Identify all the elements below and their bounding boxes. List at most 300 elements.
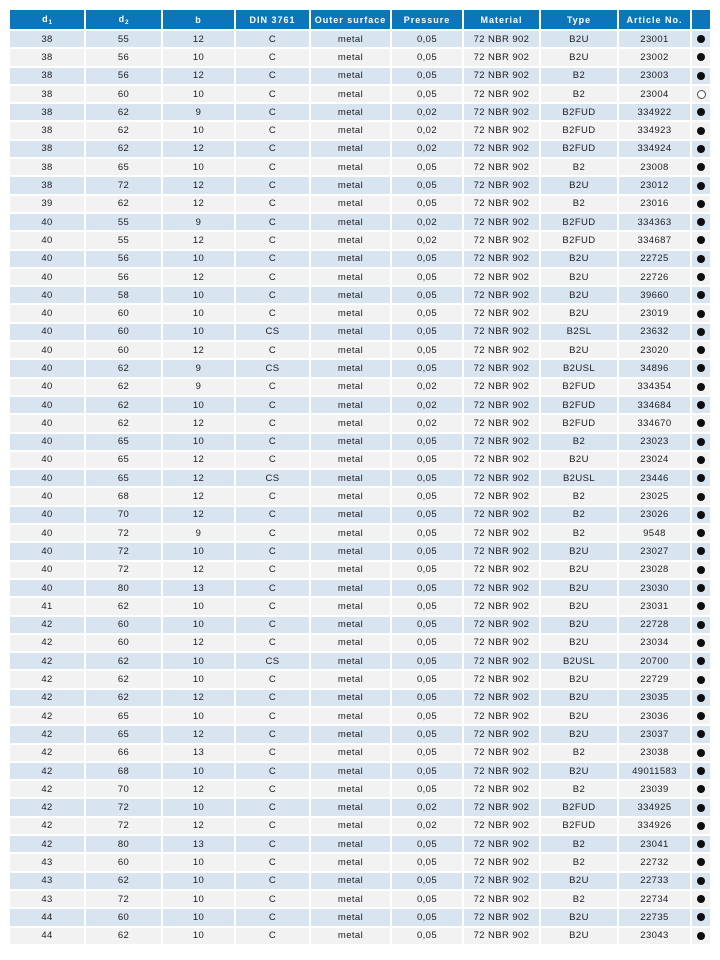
cell-material: 72 NBR 902 xyxy=(463,158,540,176)
cell-din: C xyxy=(235,908,310,926)
cell-b: 10 xyxy=(162,707,235,725)
cell-b: 12 xyxy=(162,451,235,469)
cell-b: 10 xyxy=(162,250,235,268)
cell-b: 12 xyxy=(162,67,235,85)
cell-material: 72 NBR 902 xyxy=(463,341,540,359)
cell-din: C xyxy=(235,707,310,725)
cell-outer-surface: metal xyxy=(310,634,391,652)
cell-din: C xyxy=(235,670,310,688)
cell-pressure: 0,02 xyxy=(391,213,463,231)
cell-d2: 62 xyxy=(85,103,162,121)
cell-availability xyxy=(691,378,710,396)
table-row xyxy=(10,67,710,85)
cell-din: C xyxy=(235,927,310,945)
cell-type: B2U xyxy=(540,30,618,48)
cell-pressure: 0,05 xyxy=(391,195,463,213)
table-row xyxy=(10,561,710,579)
cell-d2: 58 xyxy=(85,286,162,304)
cell-availability xyxy=(691,85,710,103)
table-row xyxy=(10,140,710,158)
cell-type: B2SL xyxy=(540,323,618,341)
cell-d1: 40 xyxy=(10,231,85,249)
table-row xyxy=(10,158,710,176)
cell-d1: 42 xyxy=(10,780,85,798)
cell-material: 72 NBR 902 xyxy=(463,670,540,688)
cell-type: B2U xyxy=(540,176,618,194)
cell-b: 12 xyxy=(162,195,235,213)
cell-type: B2FUD xyxy=(540,103,618,121)
table-row xyxy=(10,30,710,48)
cell-material: 72 NBR 902 xyxy=(463,195,540,213)
cell-availability xyxy=(691,359,710,377)
cell-type: B2 xyxy=(540,780,618,798)
cell-b: 12 xyxy=(162,780,235,798)
availability-filled-dot-icon xyxy=(697,127,705,135)
cell-type: B2U xyxy=(540,927,618,945)
cell-d2: 60 xyxy=(85,304,162,322)
table-row xyxy=(10,487,710,505)
cell-pressure: 0,05 xyxy=(391,469,463,487)
cell-pressure: 0,05 xyxy=(391,762,463,780)
cell-pressure: 0,02 xyxy=(391,378,463,396)
cell-b: 10 xyxy=(162,286,235,304)
cell-outer-surface: metal xyxy=(310,506,391,524)
cell-d1: 42 xyxy=(10,670,85,688)
cell-b: 12 xyxy=(162,30,235,48)
cell-outer-surface: metal xyxy=(310,268,391,286)
cell-article-no: 23028 xyxy=(618,561,691,579)
cell-d2: 60 xyxy=(85,85,162,103)
cell-outer-surface: metal xyxy=(310,195,391,213)
cell-article-no: 34896 xyxy=(618,359,691,377)
cell-d1: 40 xyxy=(10,304,85,322)
cell-d1: 42 xyxy=(10,835,85,853)
cell-d2: 56 xyxy=(85,48,162,66)
table-row xyxy=(10,835,710,853)
availability-filled-dot-icon xyxy=(697,547,705,555)
cell-b: 12 xyxy=(162,268,235,286)
cell-b: 9 xyxy=(162,213,235,231)
cell-b: 10 xyxy=(162,158,235,176)
cell-article-no: 22725 xyxy=(618,250,691,268)
cell-type: B2 xyxy=(540,890,618,908)
cell-b: 12 xyxy=(162,469,235,487)
cell-d1: 40 xyxy=(10,396,85,414)
cell-type: B2 xyxy=(540,524,618,542)
availability-filled-dot-icon xyxy=(697,53,705,61)
cell-availability xyxy=(691,853,710,871)
cell-availability xyxy=(691,140,710,158)
table-header xyxy=(10,10,710,30)
cell-outer-surface: metal xyxy=(310,341,391,359)
cell-b: 13 xyxy=(162,744,235,762)
cell-d2: 72 xyxy=(85,890,162,908)
cell-outer-surface: metal xyxy=(310,30,391,48)
cell-d1: 38 xyxy=(10,48,85,66)
cell-d1: 38 xyxy=(10,103,85,121)
cell-type: B2U xyxy=(540,542,618,560)
table-row xyxy=(10,451,710,469)
cell-type: B2 xyxy=(540,487,618,505)
cell-d1: 40 xyxy=(10,250,85,268)
cell-din: C xyxy=(235,542,310,560)
table-row xyxy=(10,213,710,231)
availability-filled-dot-icon xyxy=(697,310,705,318)
cell-d2: 62 xyxy=(85,597,162,615)
cell-availability xyxy=(691,341,710,359)
cell-material: 72 NBR 902 xyxy=(463,30,540,48)
cell-type: B2U xyxy=(540,670,618,688)
availability-filled-dot-icon xyxy=(697,474,705,482)
table-row xyxy=(10,231,710,249)
availability-filled-dot-icon xyxy=(697,932,705,940)
cell-type: B2FUD xyxy=(540,121,618,139)
cell-outer-surface: metal xyxy=(310,652,391,670)
cell-type: B2 xyxy=(540,835,618,853)
table-row xyxy=(10,725,710,743)
cell-pressure: 0,05 xyxy=(391,927,463,945)
cell-din: CS xyxy=(235,359,310,377)
availability-hollow-dot-icon xyxy=(697,90,706,99)
availability-filled-dot-icon xyxy=(697,72,705,80)
table-row xyxy=(10,103,710,121)
availability-filled-dot-icon xyxy=(697,328,705,336)
cell-d2: 72 xyxy=(85,561,162,579)
cell-article-no: 23019 xyxy=(618,304,691,322)
cell-material: 72 NBR 902 xyxy=(463,853,540,871)
cell-material: 72 NBR 902 xyxy=(463,817,540,835)
availability-filled-dot-icon xyxy=(697,694,705,702)
cell-din: C xyxy=(235,378,310,396)
cell-d2: 60 xyxy=(85,341,162,359)
cell-d2: 55 xyxy=(85,213,162,231)
cell-pressure: 0,05 xyxy=(391,780,463,798)
availability-filled-dot-icon xyxy=(697,749,705,757)
cell-din: C xyxy=(235,798,310,816)
cell-outer-surface: metal xyxy=(310,597,391,615)
cell-type: B2 xyxy=(540,85,618,103)
cell-d2: 62 xyxy=(85,670,162,688)
cell-article-no: 23446 xyxy=(618,469,691,487)
cell-article-no: 23036 xyxy=(618,707,691,725)
cell-availability xyxy=(691,762,710,780)
cell-din: C xyxy=(235,689,310,707)
cell-d1: 42 xyxy=(10,689,85,707)
cell-d1: 40 xyxy=(10,213,85,231)
cell-d2: 62 xyxy=(85,359,162,377)
table-row xyxy=(10,469,710,487)
cell-d1: 38 xyxy=(10,158,85,176)
availability-filled-dot-icon xyxy=(697,913,705,921)
cell-din: C xyxy=(235,158,310,176)
cell-article-no: 334687 xyxy=(618,231,691,249)
cell-b: 10 xyxy=(162,853,235,871)
cell-d2: 65 xyxy=(85,433,162,451)
cell-b: 10 xyxy=(162,304,235,322)
cell-article-no: 334925 xyxy=(618,798,691,816)
cell-d1: 42 xyxy=(10,652,85,670)
table-row xyxy=(10,414,710,432)
table-row xyxy=(10,817,710,835)
cell-pressure: 0,05 xyxy=(391,908,463,926)
cell-availability xyxy=(691,689,710,707)
cell-d1: 42 xyxy=(10,634,85,652)
cell-article-no: 23016 xyxy=(618,195,691,213)
cell-material: 72 NBR 902 xyxy=(463,542,540,560)
cell-b: 10 xyxy=(162,121,235,139)
cell-material: 72 NBR 902 xyxy=(463,634,540,652)
cell-din: C xyxy=(235,30,310,48)
availability-filled-dot-icon xyxy=(697,163,705,171)
cell-material: 72 NBR 902 xyxy=(463,616,540,634)
cell-type: B2 xyxy=(540,744,618,762)
cell-availability xyxy=(691,30,710,48)
cell-availability xyxy=(691,323,710,341)
cell-type: B2U xyxy=(540,616,618,634)
cell-d1: 40 xyxy=(10,433,85,451)
table-row xyxy=(10,670,710,688)
cell-type: B2FUD xyxy=(540,231,618,249)
cell-material: 72 NBR 902 xyxy=(463,908,540,926)
cell-b: 12 xyxy=(162,506,235,524)
cell-d1: 40 xyxy=(10,451,85,469)
availability-filled-dot-icon xyxy=(697,621,705,629)
cell-outer-surface: metal xyxy=(310,762,391,780)
availability-filled-dot-icon xyxy=(697,364,705,372)
cell-article-no: 23026 xyxy=(618,506,691,524)
table-row xyxy=(10,524,710,542)
cell-d1: 38 xyxy=(10,85,85,103)
cell-b: 10 xyxy=(162,597,235,615)
cell-pressure: 0,05 xyxy=(391,67,463,85)
table-row xyxy=(10,890,710,908)
cell-material: 72 NBR 902 xyxy=(463,927,540,945)
cell-b: 10 xyxy=(162,927,235,945)
cell-b: 13 xyxy=(162,579,235,597)
availability-filled-dot-icon xyxy=(697,639,705,647)
cell-availability xyxy=(691,725,710,743)
cell-d1: 42 xyxy=(10,817,85,835)
table-row xyxy=(10,268,710,286)
cell-outer-surface: metal xyxy=(310,396,391,414)
cell-b: 9 xyxy=(162,378,235,396)
cell-article-no: 23002 xyxy=(618,48,691,66)
cell-article-no: 23027 xyxy=(618,542,691,560)
cell-pressure: 0,05 xyxy=(391,597,463,615)
cell-d1: 40 xyxy=(10,286,85,304)
cell-material: 72 NBR 902 xyxy=(463,487,540,505)
cell-outer-surface: metal xyxy=(310,469,391,487)
cell-d2: 65 xyxy=(85,158,162,176)
cell-pressure: 0,05 xyxy=(391,725,463,743)
cell-din: C xyxy=(235,85,310,103)
cell-pressure: 0,02 xyxy=(391,798,463,816)
cell-d2: 70 xyxy=(85,506,162,524)
cell-din: C xyxy=(235,725,310,743)
cell-material: 72 NBR 902 xyxy=(463,396,540,414)
cell-d2: 65 xyxy=(85,707,162,725)
cell-article-no: 23030 xyxy=(618,579,691,597)
cell-availability xyxy=(691,451,710,469)
cell-b: 12 xyxy=(162,725,235,743)
cell-type: B2U xyxy=(540,707,618,725)
cell-availability xyxy=(691,817,710,835)
cell-type: B2USL xyxy=(540,469,618,487)
cell-type: B2 xyxy=(540,67,618,85)
cell-outer-surface: metal xyxy=(310,890,391,908)
cell-outer-surface: metal xyxy=(310,451,391,469)
cell-d2: 68 xyxy=(85,762,162,780)
cell-din: CS xyxy=(235,469,310,487)
availability-filled-dot-icon xyxy=(697,35,705,43)
cell-availability xyxy=(691,103,710,121)
cell-material: 72 NBR 902 xyxy=(463,176,540,194)
cell-material: 72 NBR 902 xyxy=(463,103,540,121)
cell-availability xyxy=(691,616,710,634)
cell-type: B2FUD xyxy=(540,140,618,158)
cell-pressure: 0,05 xyxy=(391,433,463,451)
cell-d1: 40 xyxy=(10,268,85,286)
cell-pressure: 0,02 xyxy=(391,231,463,249)
cell-b: 12 xyxy=(162,414,235,432)
cell-b: 12 xyxy=(162,341,235,359)
cell-article-no: 334926 xyxy=(618,817,691,835)
table-row xyxy=(10,689,710,707)
cell-din: C xyxy=(235,433,310,451)
cell-b: 10 xyxy=(162,762,235,780)
column-header-d1-subscript: 1 xyxy=(48,19,52,26)
table-row xyxy=(10,927,710,945)
cell-din: C xyxy=(235,268,310,286)
cell-pressure: 0,05 xyxy=(391,85,463,103)
availability-filled-dot-icon xyxy=(697,657,705,665)
cell-article-no: 23034 xyxy=(618,634,691,652)
cell-material: 72 NBR 902 xyxy=(463,744,540,762)
cell-pressure: 0,05 xyxy=(391,853,463,871)
cell-d1: 40 xyxy=(10,561,85,579)
cell-d2: 56 xyxy=(85,67,162,85)
cell-article-no: 23023 xyxy=(618,433,691,451)
cell-material: 72 NBR 902 xyxy=(463,762,540,780)
cell-d2: 62 xyxy=(85,378,162,396)
cell-d1: 40 xyxy=(10,323,85,341)
cell-material: 72 NBR 902 xyxy=(463,780,540,798)
cell-din: C xyxy=(235,872,310,890)
cell-din: CS xyxy=(235,323,310,341)
availability-filled-dot-icon xyxy=(697,200,705,208)
availability-filled-dot-icon xyxy=(697,730,705,738)
table-row xyxy=(10,121,710,139)
cell-b: 12 xyxy=(162,231,235,249)
cell-availability xyxy=(691,835,710,853)
cell-article-no: 23024 xyxy=(618,451,691,469)
availability-filled-dot-icon xyxy=(697,877,705,885)
cell-outer-surface: metal xyxy=(310,378,391,396)
cell-d1: 38 xyxy=(10,140,85,158)
cell-availability xyxy=(691,890,710,908)
cell-din: C xyxy=(235,744,310,762)
column-header-b xyxy=(162,10,235,30)
availability-filled-dot-icon xyxy=(697,273,705,281)
cell-d2: 62 xyxy=(85,652,162,670)
table-row xyxy=(10,433,710,451)
cell-material: 72 NBR 902 xyxy=(463,213,540,231)
cell-outer-surface: metal xyxy=(310,927,391,945)
availability-filled-dot-icon xyxy=(697,182,705,190)
cell-d2: 56 xyxy=(85,250,162,268)
cell-type: B2U xyxy=(540,579,618,597)
cell-material: 72 NBR 902 xyxy=(463,890,540,908)
cell-outer-surface: metal xyxy=(310,103,391,121)
cell-article-no: 334670 xyxy=(618,414,691,432)
cell-din: C xyxy=(235,195,310,213)
cell-material: 72 NBR 902 xyxy=(463,597,540,615)
cell-outer-surface: metal xyxy=(310,670,391,688)
cell-article-no: 22726 xyxy=(618,268,691,286)
cell-b: 10 xyxy=(162,890,235,908)
cell-outer-surface: metal xyxy=(310,616,391,634)
column-header-article-no-label: Article No. xyxy=(626,14,683,25)
cell-material: 72 NBR 902 xyxy=(463,121,540,139)
cell-outer-surface: metal xyxy=(310,561,391,579)
cell-d1: 40 xyxy=(10,341,85,359)
cell-article-no: 23003 xyxy=(618,67,691,85)
cell-d1: 42 xyxy=(10,762,85,780)
table-row xyxy=(10,616,710,634)
cell-type: B2 xyxy=(540,195,618,213)
cell-availability xyxy=(691,780,710,798)
cell-article-no: 23035 xyxy=(618,689,691,707)
cell-type: B2U xyxy=(540,268,618,286)
cell-d2: 66 xyxy=(85,744,162,762)
cell-pressure: 0,05 xyxy=(391,506,463,524)
cell-outer-surface: metal xyxy=(310,835,391,853)
cell-article-no: 22732 xyxy=(618,853,691,871)
cell-pressure: 0,02 xyxy=(391,414,463,432)
column-header-type xyxy=(540,10,618,30)
cell-b: 9 xyxy=(162,103,235,121)
cell-availability xyxy=(691,634,710,652)
cell-din: C xyxy=(235,231,310,249)
availability-filled-dot-icon xyxy=(697,529,705,537)
cell-outer-surface: metal xyxy=(310,798,391,816)
cell-b: 12 xyxy=(162,561,235,579)
cell-availability xyxy=(691,250,710,268)
table-row xyxy=(10,579,710,597)
cell-type: B2U xyxy=(540,725,618,743)
cell-article-no: 23632 xyxy=(618,323,691,341)
cell-availability xyxy=(691,396,710,414)
cell-pressure: 0,05 xyxy=(391,304,463,322)
table-row xyxy=(10,176,710,194)
availability-filled-dot-icon xyxy=(697,346,705,354)
table-row xyxy=(10,872,710,890)
cell-d1: 44 xyxy=(10,908,85,926)
cell-d1: 38 xyxy=(10,67,85,85)
cell-pressure: 0,02 xyxy=(391,817,463,835)
cell-d1: 42 xyxy=(10,707,85,725)
cell-outer-surface: metal xyxy=(310,707,391,725)
cell-type: B2FUD xyxy=(540,798,618,816)
cell-material: 72 NBR 902 xyxy=(463,798,540,816)
cell-type: B2U xyxy=(540,341,618,359)
table-row xyxy=(10,286,710,304)
cell-d2: 62 xyxy=(85,121,162,139)
cell-d1: 40 xyxy=(10,542,85,560)
cell-availability xyxy=(691,542,710,560)
cell-material: 72 NBR 902 xyxy=(463,506,540,524)
cell-availability xyxy=(691,506,710,524)
